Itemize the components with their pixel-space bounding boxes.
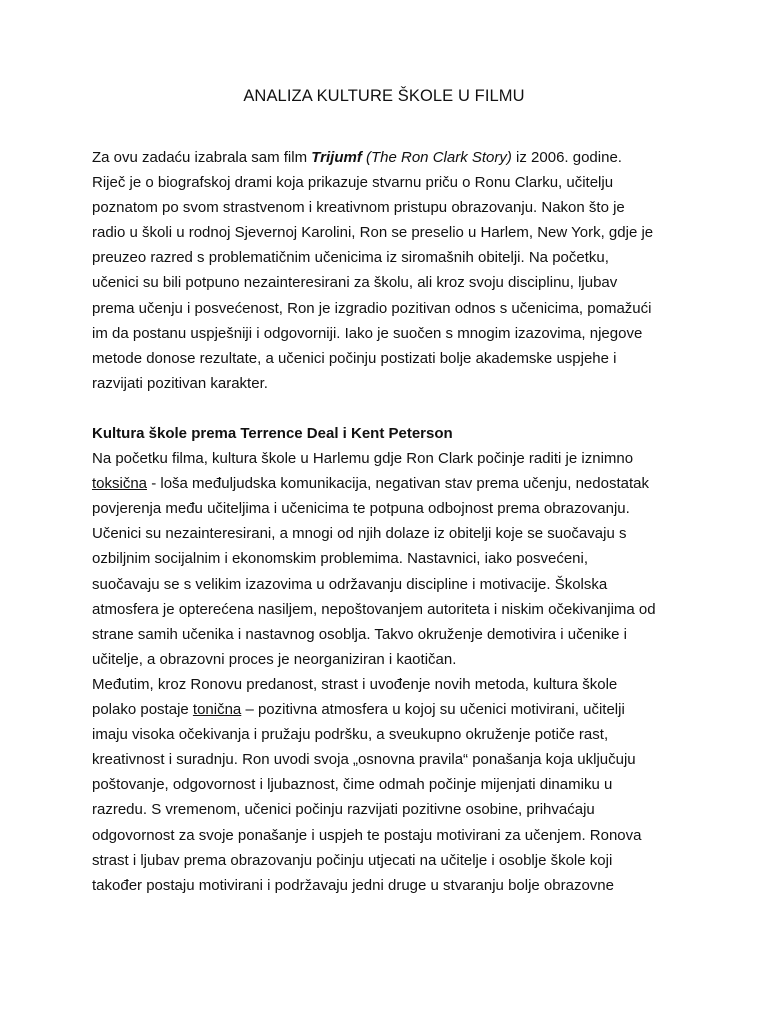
intro-line: poznatom po svom strastvenom i kreativnom pristupu obrazovanju. Nakon što je [92,199,625,217]
section-line: ozbiljnim socijalnim i ekonomskim problemima. Nastavnici, iako posvećeni, [92,550,589,568]
intro-line: im da postanu uspješniji i odgovorniji. Iako je suočen s mnogim izazovima, njegove [92,324,643,342]
intro-text: iz 2006. godine. [511,149,622,166]
section-line: povjerenja među učiteljima i učenicima te potpuna odbojnost prema obrazovanju. [92,500,630,518]
section-line: razredu. S vremenom, učenici počinju razvijati pozitivne osobine, prihvaćaju [92,801,595,819]
intro-line: prema učenju i posvećenost, Ron je izgradio pozitivan odnos s učenicima, pomažući [92,299,652,317]
underlined-term-tonic: tonična [192,701,242,719]
section-line: kreativnost i suradnju. Ron uvodi svoja „osnovna pravila“ ponašanja koja uključuju [92,751,636,769]
section-line: suočavaju se s velikim izazovima u održavanju discipline i motivacije. Školska [92,575,608,593]
section-text: polako postaje [92,701,193,719]
section-line: atmosfera je opterećena nasiljem, nepoštovanjem autoriteta i niskim očekivanjima od [92,600,656,618]
film-original-title: (The Ron Clark Story) [366,149,512,166]
section-line [92,471,692,496]
document-title: ANALIZA KULTURE ŠKOLE U FILMU [243,87,525,105]
section-culture [92,421,692,898]
section-line: Međutim, kroz Ronovu predanost, strast i uvođenje novih metoda, kultura škole [92,675,618,693]
section-line: Učenici su nezainteresirani, a mnogi od njih dolaze iz obitelji koje se suočavaju s [92,525,627,543]
intro-paragraph [92,145,692,396]
intro-line: Riječ je o biografskoj drami koja prikazuje stvarnu priču o Ronu Clarku, učitelju [92,174,614,192]
section-line: poštovanje, odgovornost i ljubaznost, čime odmah počinje mijenjati dinamiku u [92,776,613,794]
section-line [92,697,692,722]
film-title: Trijumf [311,149,362,166]
section-line: odgovornost za svoje ponašanje i uspjeh te postaju motivirani za učenjem. Ronova [92,826,642,844]
section-heading: Kultura škole prema Terrence Deal i Kent Peterson [92,425,453,442]
section-line: strane samih učenika i nastavnog osoblja. Takvo okruženje demotivira i učenike i [92,625,628,643]
section-line: Na početku filma, kultura škole u Harlemu gdje Ron Clark počinje raditi je iznimno [92,450,634,468]
section-line: učitelje, a obrazovni proces je neorganiziran i kaotičan. [92,650,457,668]
intro-text: Za ovu zadaću izabrala sam film [92,149,312,166]
intro-line [92,145,692,170]
section-line: također postaju motivirani i podržavaju jedni druge u stvaranju bolje obrazovne [92,876,614,894]
section-line: imaju visoka očekivanja i pružaju podršku, a sveukupno okruženje potiče rast, [92,726,609,744]
section-text: – pozitivna atmosfera u kojoj su učenici motivirani, učitelji [241,701,625,719]
section-line: strast i ljubav prema obrazovanju počinju utjecati na učitelje i osoblje škole koji [92,851,613,869]
underlined-term-toxic: toksična [92,475,148,493]
intro-line: razvijati pozitivan karakter. [92,374,268,392]
intro-line: učenici su bili potpuno nezainteresirani za školu, ali kroz svoju disciplinu, ljubav [92,274,618,292]
intro-line: metode donose rezultate, a učenici počinju postizati bolje akademske uspjehe i [92,349,617,367]
section-text: - loša međuljudska komunikacija, negativan stav prema učenju, nedostatak [147,475,649,493]
intro-line: radio u školi u rodnoj Sjevernoj Karolini, Ron se preselio u Harlem, New York, gdje je [92,224,654,242]
intro-line: preuzeo razred s problematičnim učenicima iz siromašnih obitelji. Na početku, [92,249,609,267]
